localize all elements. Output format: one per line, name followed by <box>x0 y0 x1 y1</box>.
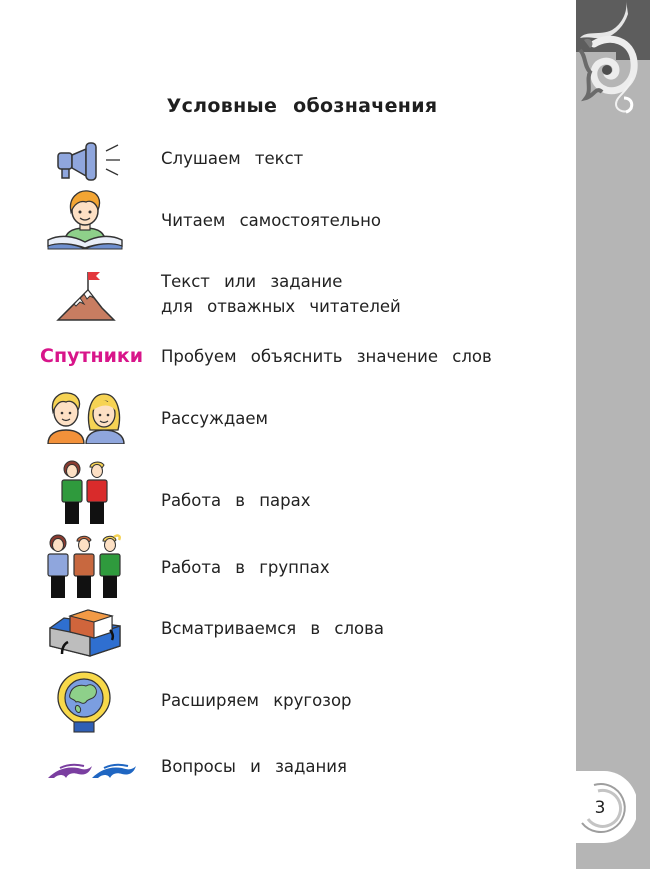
legend-item-words <box>0 608 560 658</box>
legend-item-questions <box>0 756 560 786</box>
page-title: Условные обозначения <box>166 95 438 117</box>
legend-label-line1: Текст или задание <box>161 272 343 291</box>
legend-label: Всматриваемся в слова <box>161 619 384 638</box>
pair-people-icon <box>58 460 112 526</box>
legend-item-horizons <box>0 670 560 736</box>
mountain-flag-icon <box>56 268 116 322</box>
legend-item-groups <box>0 534 560 602</box>
globe-lamp-icon <box>54 670 114 736</box>
legend-item-discuss <box>0 390 560 446</box>
books-icon <box>48 608 124 658</box>
legend-label: Работа в парах <box>161 491 311 510</box>
reading-boy-icon <box>46 188 124 250</box>
page-number: 3 <box>594 798 606 818</box>
legend-label: Работа в группах <box>161 558 330 577</box>
legend-item-pairs <box>0 460 560 528</box>
legend-label: Вопросы и задания <box>161 757 347 776</box>
legend-label: Рассуждаем <box>161 409 268 428</box>
two-children-icon <box>46 390 126 444</box>
legend-item-brave-readers <box>0 268 560 324</box>
legend-label: Пробуем объяснить значение слов <box>161 347 492 366</box>
legend-label-line2: для отважных читателей <box>161 297 401 316</box>
sputniki-label: Спутники <box>40 345 144 367</box>
legend-label: Читаем самостоятельно <box>161 211 381 230</box>
group-people-icon <box>46 534 122 600</box>
legend-label: Слушаем текст <box>161 149 304 168</box>
waves-icon <box>46 760 136 782</box>
legend-item-read <box>0 188 560 252</box>
legend-label: Расширяем кругозор <box>161 691 352 710</box>
legend-item-listen <box>0 140 560 184</box>
page-side-strip <box>576 0 650 869</box>
megaphone-icon <box>54 140 124 182</box>
